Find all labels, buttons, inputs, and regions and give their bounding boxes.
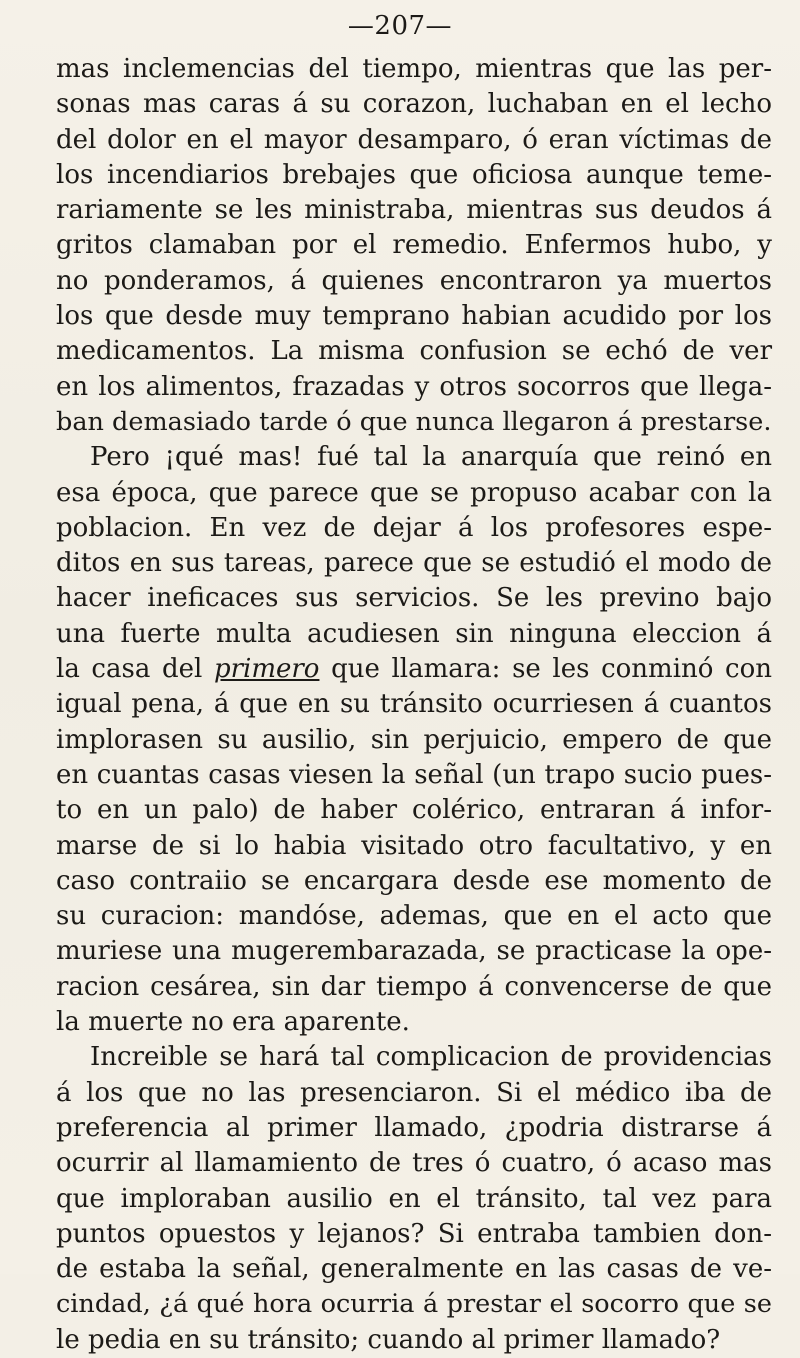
- text-line: [56, 228, 772, 263]
- text-line: [56, 476, 772, 511]
- text-line: [56, 970, 772, 1005]
- text-fragment: de estaba la señal, generalmente en las casas de ve-: [56, 1254, 772, 1285]
- text-fragment: Increible se hará tal complicacion de providencias: [90, 1042, 772, 1073]
- text-fragment: en los alimentos, frazadas y otros socorros que llega-: [56, 371, 772, 402]
- text-line: [56, 1182, 772, 1217]
- text-fragment: que llamara: se les conminó con: [319, 654, 772, 685]
- text-line: [56, 758, 772, 793]
- text-fragment: rariamente se les ministraba, mientras sus deudos á: [56, 195, 772, 226]
- text-fragment: sonas mas caras á su corazon, luchaban en el lecho: [56, 89, 772, 120]
- text-fragment: mas inclemencias del tiempo, mientras que las per-: [56, 54, 772, 84]
- text-line: [56, 687, 772, 722]
- text-line: [56, 1217, 772, 1252]
- text-fragment: hacer ineficaces sus servicios. Se les previno bajo: [56, 583, 772, 614]
- text-line: [56, 1005, 772, 1040]
- text-fragment: racion cesárea, sin dar tiempo á convencerse de que: [56, 971, 772, 1002]
- text-fragment: muriese una mugerembarazada, se practicase la ope-: [56, 936, 772, 967]
- text-line: [56, 864, 772, 899]
- emphasized-word: primero: [213, 654, 320, 685]
- text-line: [56, 829, 772, 864]
- text-fragment: los que desde muy temprano habian acudido por los: [56, 301, 772, 332]
- text-line: [56, 1146, 772, 1181]
- text-line: [56, 1323, 772, 1358]
- text-line: [56, 370, 772, 405]
- text-line: [56, 299, 772, 334]
- text-fragment: marse de si lo habia visitado otro facultativo, y en: [56, 830, 772, 861]
- text-fragment: la casa del: [56, 654, 214, 685]
- text-fragment: los incendiarios brebajes que oficiosa aunque teme-: [56, 159, 772, 190]
- text-fragment: su curacion: mandóse, ademas, que en el acto que: [56, 901, 772, 932]
- text-fragment: igual pena, á que en su tránsito ocurriesen á cuantos: [56, 689, 772, 720]
- text-fragment: no ponderamos, á quienes encontraron ya muertos: [56, 265, 772, 296]
- text-line: [56, 334, 772, 369]
- body-text: [56, 52, 772, 1358]
- page-number: —207—: [347, 11, 453, 41]
- text-line: [56, 1076, 772, 1111]
- text-fragment: preferencia al primer llamado, ¿podria distrarse á: [56, 1112, 772, 1143]
- text-fragment: en cuantas casas viesen la señal (un trapo sucio pues-: [56, 759, 772, 790]
- text-line: [56, 405, 772, 440]
- text-line: [56, 1111, 772, 1146]
- text-fragment: ditos en sus tareas, parece que se estudió el modo de: [56, 548, 772, 579]
- text-line: [56, 158, 772, 193]
- text-fragment: ocurrir al llamamiento de tres ó cuatro, ó acaso mas: [56, 1148, 772, 1179]
- text-line: [56, 87, 772, 122]
- text-fragment: cindad, ¿á qué hora ocurria á prestar el socorro que se: [56, 1289, 772, 1320]
- text-line: [56, 264, 772, 299]
- text-line: [56, 793, 772, 828]
- text-line: [56, 511, 772, 546]
- text-line: [56, 934, 772, 969]
- text-fragment: caso contraiio se encargara desde ese momento de: [56, 865, 772, 896]
- text-fragment: puntos opuestos y lejanos? Si entraba tambien don-: [56, 1218, 772, 1249]
- text-fragment: Pero ¡qué mas! fué tal la anarquía que reinó en: [90, 442, 772, 473]
- text-line: [56, 652, 772, 687]
- text-line: [56, 899, 772, 934]
- text-fragment: á los que no las presenciaron. Si el médico iba de: [56, 1077, 772, 1108]
- text-fragment: gritos clamaban por el remedio. Enfermos hubo, y: [56, 230, 772, 261]
- text-fragment: una fuerte multa acudiesen sin ninguna eleccion á: [56, 618, 772, 649]
- text-line: [56, 52, 772, 87]
- text-fragment: poblacion. En vez de dejar á los profesores espe-: [56, 512, 772, 543]
- text-fragment: esa época, que parece que se propuso acabar con la: [56, 477, 772, 508]
- text-line: [56, 723, 772, 758]
- text-line: [56, 1287, 772, 1322]
- text-fragment: le pedia en su tránsito; cuando al primer llamado?: [56, 1324, 721, 1355]
- text-line: [56, 440, 772, 475]
- text-fragment: que imploraban ausilio en el tránsito, tal vez para: [56, 1183, 772, 1214]
- text-line: [56, 193, 772, 228]
- text-line: [56, 617, 772, 652]
- text-fragment: la muerte no era aparente.: [56, 1007, 410, 1038]
- text-fragment: del dolor en el mayor desamparo, ó eran víctimas de: [56, 124, 772, 155]
- text-line: [56, 1252, 772, 1287]
- text-line: [56, 581, 772, 616]
- text-fragment: ban demasiado tarde ó que nunca llegaron á prestarse.: [56, 406, 772, 437]
- text-line: [56, 1040, 772, 1075]
- text-line: [56, 123, 772, 158]
- text-fragment: to en un palo) de haber colérico, entraran á infor-: [56, 795, 772, 826]
- text-line: [56, 546, 772, 581]
- text-fragment: medicamentos. La misma confusion se echó de ver: [56, 336, 772, 367]
- text-fragment: implorasen su ausilio, sin perjuicio, empero de que: [56, 724, 772, 755]
